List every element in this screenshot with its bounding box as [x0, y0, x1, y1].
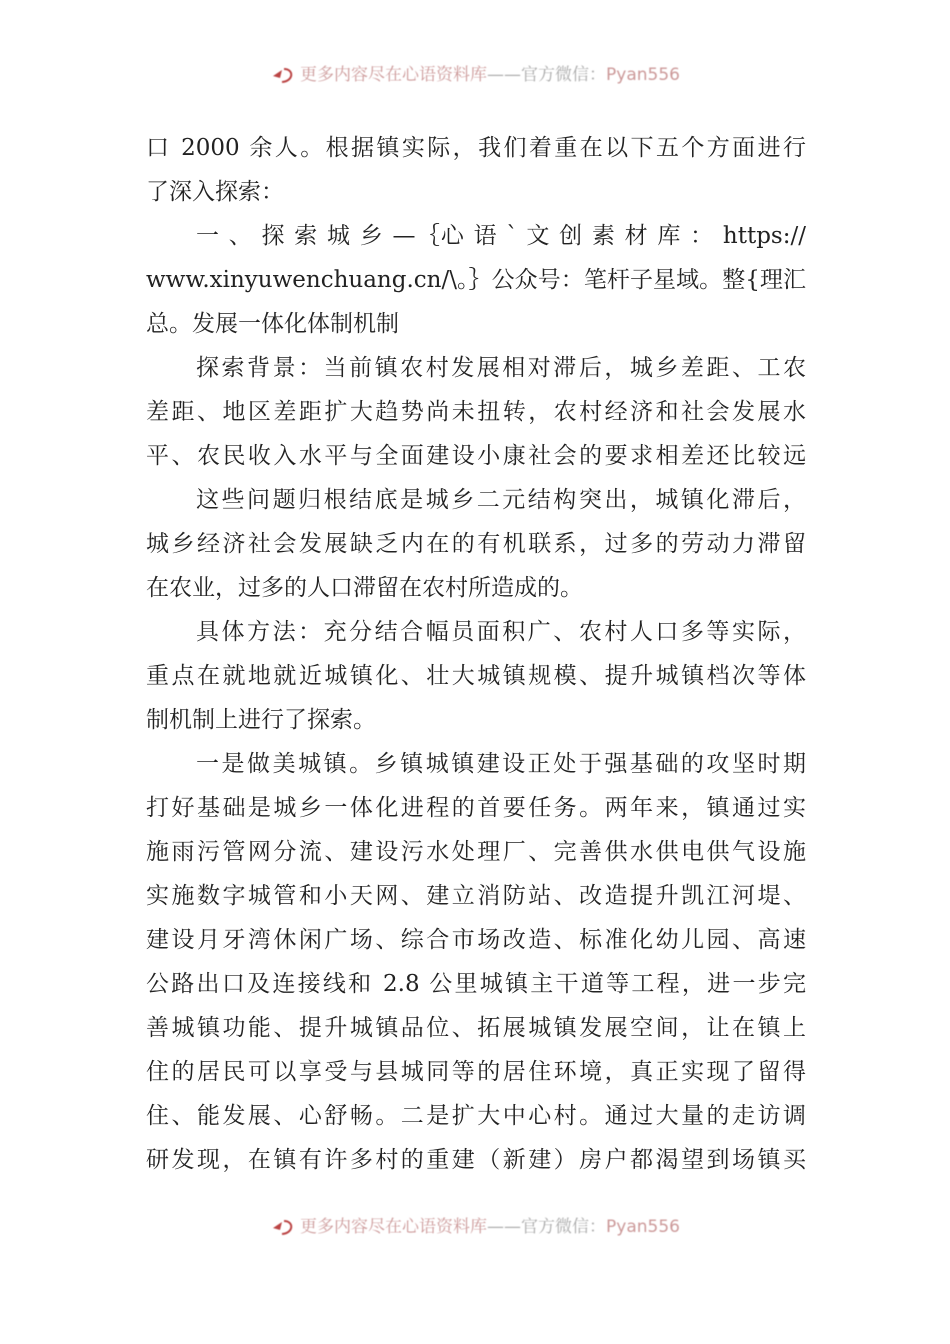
text-line: 具体方法：充分结合幅员面积广、农村人口多等实际，	[196, 619, 806, 645]
text-line: 研发现，在镇有许多村的重建（新建）房户都渴望到场镇买	[146, 1147, 806, 1173]
text-line: 差距、地区差距扩大趋势尚未扭转，农村经济和社会发展水	[146, 399, 806, 425]
text-line: 实施数字城管和小天网、建立消防站、改造提升凯江河堤、	[146, 883, 806, 909]
watermark-text-c: Pyan556	[606, 65, 680, 85]
text-line: 一是做美城镇。乡镇城镇建设正处于强基础的攻坚时期	[196, 751, 806, 777]
text-line: 施雨污管网分流、建设污水处理厂、完善供水供电供气设施	[146, 839, 806, 865]
text-line: 口 2000 余人。根据镇实际，我们着重在以下五个方面进行	[146, 135, 806, 161]
text-line: 打好基础是城乡一体化进程的首要任务。两年来，镇通过实	[146, 795, 806, 821]
watermark-text-a: 更多内容尽在心语资料库	[300, 1217, 488, 1237]
text-line: 善城镇功能、提升城镇品位、拓展城镇发展空间，让在镇上	[146, 1015, 806, 1041]
text-line: 住、能发展、心舒畅。二是扩大中心村。通过大量的走访调	[146, 1103, 806, 1129]
text-line: 探索背景：当前镇农村发展相对滞后，城乡差距、工农	[196, 355, 806, 381]
text-line: www.xinyuwenchuang.cn/\。｝公众号：笔杆子星域。整{理汇	[146, 267, 806, 293]
text-line: 建设月牙湾休闲广场、综合市场改造、标准化幼儿园、高速	[146, 927, 806, 953]
text-line: 城乡经济社会发展缺乏内在的有机联系，过多的劳动力滞留	[146, 531, 806, 557]
header-watermark	[0, 60, 950, 85]
text-line: 制机制上进行了探索。	[146, 707, 376, 733]
watermark-text-b: ——官方微信：	[487, 65, 607, 85]
watermark-text-b: ——官方微信：	[487, 1217, 607, 1237]
text-line: 在农业，过多的人口滞留在农村所造成的。	[146, 575, 583, 601]
text-line: 一 、 探 索 城 乡 —｛心 语 ` 文 创 素 材 库 ： https://	[196, 223, 806, 249]
logo-icon	[270, 66, 296, 84]
text-line: 平、农民收入水平与全面建设小康社会的要求相差还比较远	[146, 443, 806, 469]
text-line: 公路出口及连接线和 2.8 公里城镇主干道等工程，进一步完	[146, 971, 806, 997]
watermark-text-c: Pyan556	[606, 1217, 680, 1237]
watermark-text-a: 更多内容尽在心语资料库	[300, 65, 488, 85]
text-line: 总。发展一体化体制机制	[146, 311, 399, 337]
text-line: 这些问题归根结底是城乡二元结构突出，城镇化滞后，	[196, 487, 806, 513]
logo-icon	[270, 1218, 296, 1236]
footer-watermark	[0, 1212, 950, 1237]
text-line: 了深入探索：	[146, 179, 284, 205]
text-line: 重点在就地就近城镇化、壮大城镇规模、提升城镇档次等体	[146, 663, 806, 689]
text-line: 住的居民可以享受与县城同等的居住环境，真正实现了留得	[146, 1059, 806, 1085]
document-body	[146, 126, 806, 1182]
